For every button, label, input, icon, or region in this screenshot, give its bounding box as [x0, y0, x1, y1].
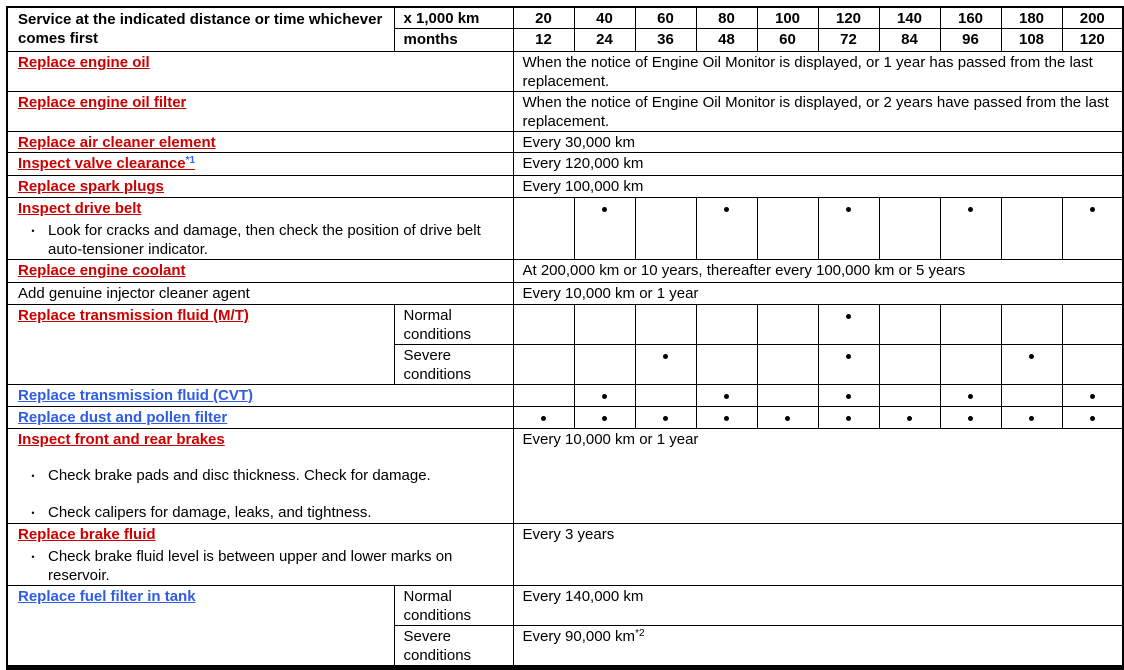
table-row: [7, 132, 1123, 153]
service-dot: [724, 416, 729, 421]
schedule-cell: [1062, 407, 1123, 429]
schedule-cell: [1001, 385, 1062, 407]
service-dot: [724, 207, 729, 212]
inspect-drive-belt-link[interactable]: Inspect drive belt: [18, 200, 142, 217]
replace-brake-fluid-link[interactable]: Replace brake fluid: [18, 526, 156, 543]
interval-cell: When the notice of Engine Oil Monitor is displayed, or 2 years have passed from the last replacement.: [513, 92, 1123, 132]
schedule-cell: [513, 305, 574, 345]
replace-fuel-filter-in-tank-cell: [7, 586, 394, 668]
condition-cell: Severe conditions: [394, 345, 513, 385]
interval-cell: Every 3 years: [513, 524, 1123, 586]
interval-cell: Every 90,000 $km^{*2}$: [513, 626, 1123, 668]
maintenance-schedule-page: [6, 6, 1124, 670]
schedule-cell: [1001, 305, 1062, 345]
km-value-header: 160: [940, 7, 1001, 29]
inspect-front-and-rear-brakes-link[interactable]: Inspect front and rear brakes: [18, 431, 225, 448]
schedule-cell: [879, 385, 940, 407]
replace-engine-oil-filter-cell: [7, 92, 513, 132]
schedule-cell: [940, 407, 1001, 429]
schedule-cell: [574, 305, 635, 345]
month-value-header: 120: [1062, 29, 1123, 52]
replace-engine-oil-filter-link[interactable]: Replace engine oil filter: [18, 94, 187, 111]
replace-engine-coolant-cell: [7, 260, 513, 283]
service-dot: [1029, 416, 1034, 421]
month-value-header: 48: [696, 29, 757, 52]
condition-cell: Normal conditions: [394, 586, 513, 626]
replace-brake-fluid-cell: [7, 524, 513, 586]
maintenance-schedule-table: [6, 6, 1124, 670]
month-value-header: 12: [513, 29, 574, 52]
replace-spark-plugs-link[interactable]: Replace spark plugs: [18, 178, 164, 195]
schedule-cell: [1062, 385, 1123, 407]
schedule-cell: [696, 305, 757, 345]
service-dot: [968, 394, 973, 399]
schedule-cell: [1062, 198, 1123, 260]
table-row: [7, 283, 1123, 305]
replace-engine-oil-link[interactable]: Replace engine oil: [18, 54, 150, 71]
schedule-cell: [940, 198, 1001, 260]
bullet-item: • Check brake pads and disc thickness. Check for damage.: [18, 466, 505, 486]
schedule-cell: [513, 345, 574, 385]
schedule-cell: [696, 385, 757, 407]
bullet-icon: •: [31, 471, 35, 481]
bullet-icon: •: [31, 508, 35, 518]
schedule-cell: [940, 305, 1001, 345]
schedule-cell: [635, 407, 696, 429]
schedule-cell: [635, 305, 696, 345]
schedule-cell: [818, 385, 879, 407]
bullet-icon: •: [31, 226, 35, 236]
km-value-header: 40: [574, 7, 635, 29]
table-row: [7, 305, 1123, 345]
months-unit-header: months: [394, 29, 513, 52]
service-dot: [785, 416, 790, 421]
service-dot: [846, 354, 851, 359]
table-row: [7, 92, 1123, 132]
add-genuine-injector-cleaner-agent-cell: [7, 283, 513, 305]
schedule-cell: [1001, 407, 1062, 429]
service-dot: [968, 416, 973, 421]
replace-engine-oil-cell: [7, 52, 513, 92]
schedule-cell: [635, 198, 696, 260]
interval-cell: Every 120,000 km: [513, 153, 1123, 176]
table-row: [7, 198, 1123, 260]
schedule-cell: [818, 407, 879, 429]
replace-engine-coolant-link[interactable]: Replace engine coolant: [18, 262, 186, 279]
schedule-cell: [818, 198, 879, 260]
schedule-cell: [757, 407, 818, 429]
header-row-km: [7, 7, 1123, 29]
schedule-cell: [574, 198, 635, 260]
schedule-cell: [1001, 345, 1062, 385]
service-dot: [907, 416, 912, 421]
table-row: [7, 176, 1123, 198]
table-row: [7, 52, 1123, 92]
km-value-header: 60: [635, 7, 696, 29]
table-row: [7, 153, 1123, 176]
km-value-header: 80: [696, 7, 757, 29]
km-value-header: 140: [879, 7, 940, 29]
km-value-header: 180: [1001, 7, 1062, 29]
schedule-table-body: [7, 7, 1123, 668]
schedule-cell: [757, 345, 818, 385]
month-value-header: 108: [1001, 29, 1062, 52]
table-row: [7, 407, 1123, 429]
month-value-header: 24: [574, 29, 635, 52]
schedule-cell: [1062, 305, 1123, 345]
schedule-cell: [818, 305, 879, 345]
km-value-header: 20: [513, 7, 574, 29]
service-dot: [846, 416, 851, 421]
month-value-header: 36: [635, 29, 696, 52]
replace-dust-and-pollen-filter-link[interactable]: Replace dust and pollen filter: [18, 409, 228, 426]
bullet-icon: •: [31, 552, 35, 562]
schedule-cell: [757, 385, 818, 407]
table-row: [7, 524, 1123, 586]
schedule-cell: [574, 345, 635, 385]
schedule-cell: [757, 305, 818, 345]
schedule-cell: [757, 198, 818, 260]
replace-transmission-fluid-mt-link[interactable]: Replace transmission fluid (M/T): [18, 307, 249, 324]
inspect-drive-belt-cell: [7, 198, 513, 260]
schedule-cell: [1062, 345, 1123, 385]
schedule-cell: [696, 198, 757, 260]
interval-cell: At 200,000 km or 10 years, thereafter every 100,000 km or 5 years: [513, 260, 1123, 283]
replace-fuel-filter-in-tank-link[interactable]: Replace fuel filter in tank: [18, 588, 196, 605]
service-dot: [846, 207, 851, 212]
service-dot: [663, 354, 668, 359]
replace-air-cleaner-element-link[interactable]: Replace air cleaner element: [18, 134, 216, 151]
schedule-cell: [574, 407, 635, 429]
km-value-header: 200: [1062, 7, 1123, 29]
schedule-cell: [696, 345, 757, 385]
interval-cell: Every 140,000 km: [513, 586, 1123, 626]
km-value-header: 100: [757, 7, 818, 29]
schedule-cell: [513, 198, 574, 260]
schedule-cell: [940, 345, 1001, 385]
service-dot: [724, 394, 729, 399]
service-dot: [1090, 394, 1095, 399]
service-dot: [602, 207, 607, 212]
schedule-cell: [879, 198, 940, 260]
inspect-valve-clearance-cell: [7, 153, 513, 176]
replace-air-cleaner-element-cell: [7, 132, 513, 153]
replace-transmission-fluid-cvt-link[interactable]: Replace transmission fluid (CVT): [18, 387, 254, 404]
interval-cell: Every 10,000 km or 1 year: [513, 283, 1123, 305]
schedule-cell: [818, 345, 879, 385]
service-dot: [602, 416, 607, 421]
schedule-cell: [879, 305, 940, 345]
table-row: [7, 260, 1123, 283]
bullet-item: • Check brake fluid level is between upper and lower marks on reservoir.: [18, 547, 505, 585]
interval-cell: Every 10,000 km or 1 year: [513, 429, 1123, 524]
replace-spark-plugs-cell: [7, 176, 513, 198]
table-row: [7, 385, 1123, 407]
schedule-cell: [635, 385, 696, 407]
add-genuine-injector-cleaner-agent-link: Add genuine injector cleaner agent: [18, 285, 250, 302]
service-dot: [663, 416, 668, 421]
inspect-front-and-rear-brakes-cell: [7, 429, 513, 524]
service-dot: [846, 394, 851, 399]
interval-cell: When the notice of Engine Oil Monitor is displayed, or 1 year has passed from the last replacement.: [513, 52, 1123, 92]
schedule-cell: [513, 407, 574, 429]
service-dot: [541, 416, 546, 421]
month-value-header: 72: [818, 29, 879, 52]
condition-cell: Normal conditions: [394, 305, 513, 345]
schedule-cell: [696, 407, 757, 429]
interval-cell: Every 30,000 km: [513, 132, 1123, 153]
interval-cell: Every 100,000 km: [513, 176, 1123, 198]
schedule-cell: [513, 385, 574, 407]
service-dot: [602, 394, 607, 399]
month-value-header: 96: [940, 29, 1001, 52]
schedule-cell: [940, 385, 1001, 407]
schedule-cell: [574, 385, 635, 407]
inspect-valve-clearance-link[interactable]: Inspect valve clearance$^{*1}$: [18, 155, 196, 172]
bullet-item: • Check calipers for damage, leaks, and tightness.: [18, 503, 505, 523]
condition-cell: Severe conditions: [394, 626, 513, 668]
service-dot: [1090, 416, 1095, 421]
month-value-header: 84: [879, 29, 940, 52]
replace-dust-and-pollen-filter-cell: [7, 407, 513, 429]
schedule-cell: [1001, 198, 1062, 260]
schedule-cell: [635, 345, 696, 385]
replace-transmission-fluid-cvt-cell: [7, 385, 513, 407]
schedule-cell: [879, 407, 940, 429]
service-dot: [1090, 207, 1095, 212]
bullet-item: • Look for cracks and damage, then check the position of drive belt auto-tensioner indicator.: [18, 221, 505, 259]
table-row: [7, 429, 1123, 524]
service-column-header: Service at the indicated distance or time whichever comes first: [7, 7, 394, 52]
month-value-header: 60: [757, 29, 818, 52]
replace-transmission-fluid-mt-cell: [7, 305, 394, 385]
km-unit-header: x 1,000 km: [394, 7, 513, 29]
service-dot: [1029, 354, 1034, 359]
table-row: [7, 586, 1123, 626]
km-value-header: 120: [818, 7, 879, 29]
schedule-cell: [879, 345, 940, 385]
service-dot: [846, 314, 851, 319]
service-dot: [968, 207, 973, 212]
